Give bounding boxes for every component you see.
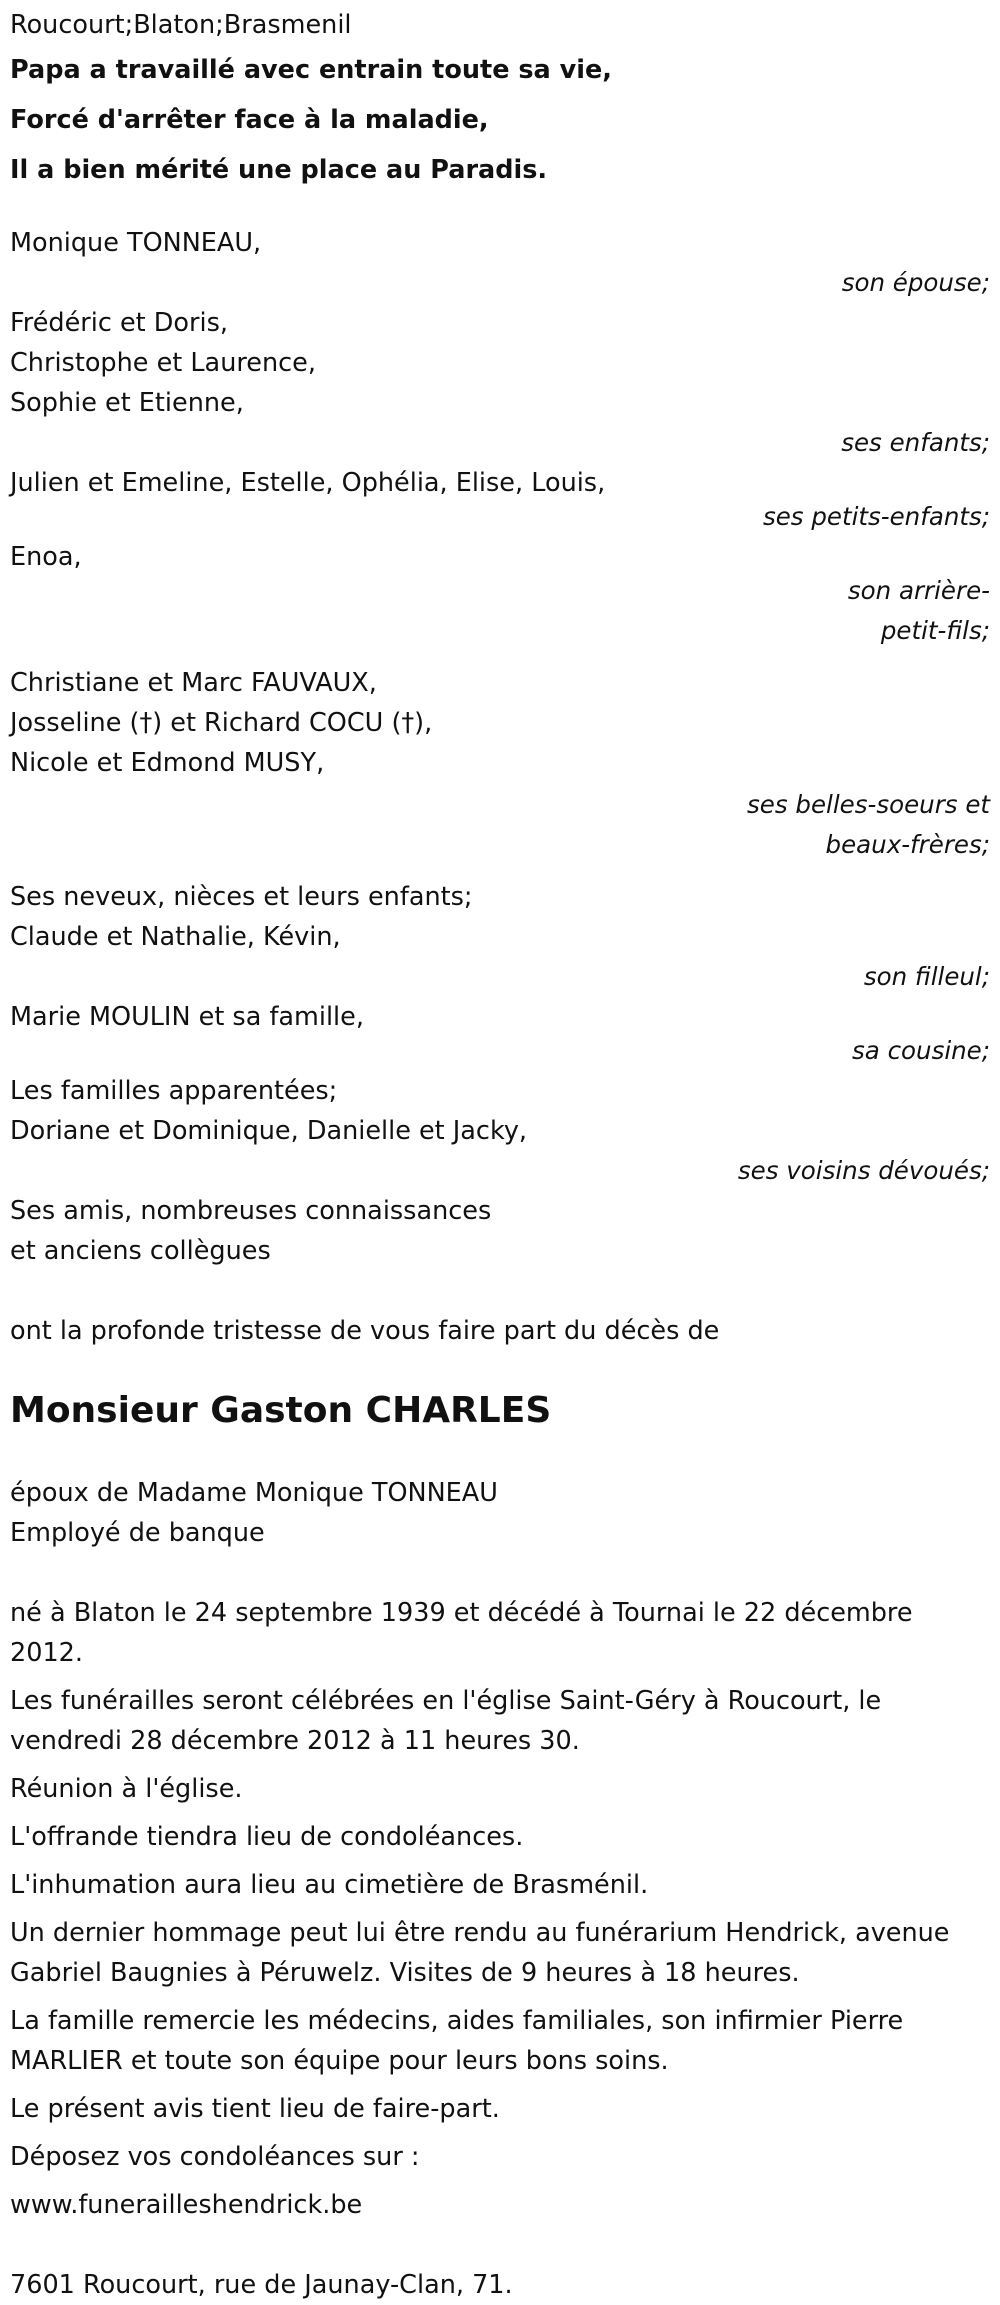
tribute-info: Un dernier hommage peut lui être rendu au funérarium Hendrick, avenue Gabriel Baugnies à Péruwelz. Visites de 9 heures à 18 heures. [10,1918,950,1988]
relation-label: ses belles-soeurs et [747,790,990,819]
family-list [10,223,990,1271]
in-law-name: Nicole et Edmond MUSY, [10,748,325,778]
cousin-name: Marie MOULIN et sa famille, [10,1002,364,1032]
website-link[interactable]: www.funerailleshendrick.be [10,2190,363,2220]
condolences-label: Déposez vos condoléances sur : [10,2142,420,2172]
child-name: Frédéric et Doris, [10,308,228,338]
poem-line: Papa a travaillé avec entrain toute sa vie, [10,55,612,85]
relation-label: ses enfants; [841,428,990,457]
child-name: Sophie et Etienne, [10,388,244,418]
grandchildren-names: Julien et Emeline, Estelle, Ophélia, Elise, Louis, [10,468,606,498]
funeral-info: Les funérailles seront célébrées en l'église Saint-Géry à Roucourt, le vendredi 28 décembre 2012 à 11 heures 30. [10,1686,882,1756]
offering-info: L'offrande tiendra lieu de condoléances. [10,1822,524,1852]
relation-label: beaux-frères; [825,830,990,859]
relation-label: ses petits-enfants; [762,502,990,531]
in-law-name: Christiane et Marc FAUVAUX, [10,668,377,698]
poem-line: Forcé d'arrêter face à la maladie, [10,105,489,135]
meeting-info: Réunion à l'église. [10,1774,243,1804]
poem [10,45,990,195]
in-law-name: Josseline (†) et Richard COCU (†), [10,708,433,738]
nephews-line: Ses neveux, nièces et leurs enfants; [10,882,473,912]
announcement: ont la profonde tristesse de vous faire part du décès de [10,1316,720,1346]
wife-name: Monique TONNEAU, [10,228,262,258]
place-header: Roucourt;Blaton;Brasmenil [10,10,352,40]
deceased-name: Monsieur Gaston CHARLES [10,1390,552,1431]
relation-label: son épouse; [841,268,990,297]
relation-label: son arrière- [847,576,990,605]
friends-line: Ses amis, nombreuses connaissances [10,1196,492,1226]
address: 7601 Roucourt, rue de Jaunay-Clan, 71. [10,2270,513,2300]
relation-label: son filleul; [863,962,990,991]
relation-label: sa cousine; [852,1036,990,1065]
relation-label: ses voisins dévoués; [737,1156,990,1185]
child-name: Christophe et Laurence, [10,348,316,378]
friends-line: et anciens collègues [10,1236,271,1266]
profession: Employé de banque [10,1518,265,1548]
poem-line: Il a bien mérité une place au Paradis. [10,155,548,185]
godson-name: Claude et Nathalie, Kévin, [10,922,341,952]
thanks-info: La famille remercie les médecins, aides familiales, son infirmier Pierre MARLIER et toute son équipe pour leurs bons soins. [10,2006,904,2076]
neighbours-names: Doriane et Dominique, Danielle et Jacky, [10,1116,528,1146]
relation-label: petit-fils; [880,616,990,645]
notice: Le présent avis tient lieu de faire-part. [10,2094,500,2124]
obituary-page [0,5,1000,2300]
related-families: Les familles apparentées; [10,1076,338,1106]
burial-info: L'inhumation aura lieu au cimetière de Brasménil. [10,1870,649,1900]
birth-death: né à Blaton le 24 septembre 1939 et décédé à Tournai le 22 décembre 2012. [10,1598,913,1668]
great-grandchild-name: Enoa, [10,542,82,572]
spouse-line: époux de Madame Monique TONNEAU [10,1478,498,1508]
